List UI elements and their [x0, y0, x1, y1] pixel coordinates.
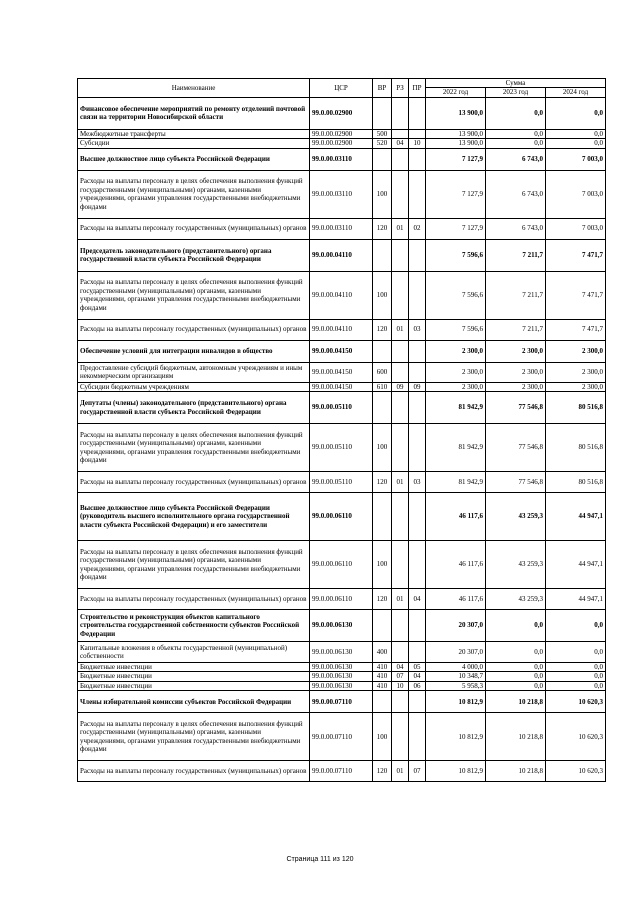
row-name: Строительство и реконструкция объектов капитального строительства государственной собственности субъектов Российской Федерации — [78, 610, 310, 642]
row-vr: 120 — [373, 589, 392, 610]
table-row — [78, 493, 606, 541]
row-name: Расходы на выплаты персоналу в целях обеспечения выполнения функций государственными (муниципальными) органами, казенными учреждениями, органами управления государственными внебюджетными фондами — [78, 170, 310, 218]
row-name: Депутаты (члены) законодательного (представительного) органа государственной власти субъекта Российской Федерации — [78, 392, 310, 424]
row-sum-2023: 43 259,3 — [486, 589, 546, 610]
row-name: Расходы на выплаты персоналу в целях обеспечения выполнения функций государственными (муниципальными) органами, казенными учреждениями, органами управления государственными внебюджетными фондами — [78, 424, 310, 472]
row-csr: 99.0.00.02900 — [310, 97, 373, 129]
row-csr: 99.0.00.05110 — [310, 424, 373, 472]
row-csr: 99.0.00.04110 — [310, 271, 373, 319]
row-sum-2022: 13 900,0 — [426, 97, 486, 129]
row-name: Расходы на выплаты персоналу в целях обеспечения выполнения функций государственными (муниципальными) органами, казенными учреждениями, органами управления государственными внебюджетными фондами — [78, 713, 310, 761]
row-pr — [409, 424, 426, 472]
row-vr — [373, 239, 392, 271]
row-csr: 99.0.00.06110 — [310, 541, 373, 589]
row-rz — [392, 362, 409, 382]
row-csr: 99.0.00.07110 — [310, 691, 373, 713]
table-body — [78, 97, 606, 781]
row-sum-2024: 2 300,0 — [546, 340, 606, 362]
row-name: Расходы на выплаты персоналу государственных (муниципальных) органов — [78, 472, 310, 493]
row-sum-2024: 0,0 — [546, 672, 606, 681]
row-sum-2023: 2 300,0 — [486, 362, 546, 382]
row-vr: 120 — [373, 472, 392, 493]
row-sum-2022: 4 000,0 — [426, 663, 486, 672]
row-pr: 04 — [409, 589, 426, 610]
row-pr — [409, 691, 426, 713]
row-rz — [392, 239, 409, 271]
row-csr: 99.0.00.06130 — [310, 663, 373, 672]
row-name: Обеспечение условий для интеграции инвалидов в общество — [78, 340, 310, 362]
table-row — [78, 392, 606, 424]
row-pr — [409, 340, 426, 362]
row-sum-2024: 7 003,0 — [546, 170, 606, 218]
row-vr — [373, 148, 392, 170]
table-row — [78, 239, 606, 271]
row-sum-2024: 0,0 — [546, 97, 606, 129]
row-sum-2023: 10 218,8 — [486, 713, 546, 761]
row-sum-2022: 2 300,0 — [426, 340, 486, 362]
row-rz: 09 — [392, 382, 409, 391]
row-name: Члены избирательной комиссии субъектов Российской Федерации — [78, 691, 310, 713]
row-name: Высшее должностное лицо субъекта Российской Федерации (руководитель высшего исполнительного органа государственной власти субъекта Российской Федерации) и его заместители — [78, 493, 310, 541]
row-sum-2022: 46 117,6 — [426, 493, 486, 541]
row-sum-2022: 20 307,0 — [426, 610, 486, 642]
row-sum-2022: 7 127,9 — [426, 170, 486, 218]
row-vr: 120 — [373, 319, 392, 340]
row-vr: 100 — [373, 424, 392, 472]
row-sum-2024: 0,0 — [546, 681, 606, 690]
row-sum-2022: 13 900,0 — [426, 129, 486, 138]
row-rz — [392, 642, 409, 663]
row-sum-2022: 7 596,6 — [426, 271, 486, 319]
row-sum-2024: 44 947,1 — [546, 541, 606, 589]
table-row — [78, 362, 606, 382]
row-pr: 10 — [409, 139, 426, 148]
table-row — [78, 424, 606, 472]
row-sum-2023: 7 211,7 — [486, 319, 546, 340]
row-pr: 07 — [409, 761, 426, 782]
row-sum-2023: 6 743,0 — [486, 218, 546, 239]
row-sum-2023: 7 211,7 — [486, 271, 546, 319]
row-rz — [392, 392, 409, 424]
row-pr: 03 — [409, 319, 426, 340]
header-sum: Сумма — [426, 79, 606, 88]
table-row — [78, 319, 606, 340]
row-csr: 99.0.00.04150 — [310, 362, 373, 382]
row-sum-2023: 77 546,8 — [486, 424, 546, 472]
row-sum-2023: 2 300,0 — [486, 382, 546, 391]
row-pr — [409, 271, 426, 319]
row-sum-2022: 7 127,9 — [426, 218, 486, 239]
row-name: Расходы на выплаты персоналу государственных (муниципальных) органов — [78, 761, 310, 782]
row-name: Капитальные вложения в объекты государственной (муниципальной) собственности — [78, 642, 310, 663]
row-rz: 04 — [392, 139, 409, 148]
row-sum-2023: 0,0 — [486, 681, 546, 690]
row-name: Межбюджетные трансферты — [78, 129, 310, 138]
row-csr: 99.0.00.04150 — [310, 382, 373, 391]
row-rz: 01 — [392, 589, 409, 610]
row-vr: 100 — [373, 541, 392, 589]
row-sum-2023: 0,0 — [486, 672, 546, 681]
row-vr: 400 — [373, 642, 392, 663]
row-sum-2023: 2 300,0 — [486, 340, 546, 362]
row-sum-2023: 6 743,0 — [486, 148, 546, 170]
row-sum-2024: 2 300,0 — [546, 382, 606, 391]
row-name: Расходы на выплаты персоналу государственных (муниципальных) органов — [78, 319, 310, 340]
row-rz — [392, 129, 409, 138]
row-sum-2022: 20 307,0 — [426, 642, 486, 663]
row-csr: 99.0.00.03110 — [310, 218, 373, 239]
row-rz — [392, 424, 409, 472]
row-rz — [392, 713, 409, 761]
row-sum-2022: 7 127,9 — [426, 148, 486, 170]
budget-table-sheet — [77, 78, 605, 782]
row-vr: 100 — [373, 271, 392, 319]
row-sum-2024: 10 620,3 — [546, 761, 606, 782]
table-row — [78, 713, 606, 761]
table-row — [78, 589, 606, 610]
row-sum-2024: 10 620,3 — [546, 713, 606, 761]
row-sum-2022: 46 117,6 — [426, 589, 486, 610]
row-csr: 99.0.00.02900 — [310, 129, 373, 138]
row-sum-2024: 80 516,8 — [546, 472, 606, 493]
row-rz — [392, 340, 409, 362]
row-rz: 01 — [392, 761, 409, 782]
row-vr — [373, 340, 392, 362]
row-sum-2023: 6 743,0 — [486, 170, 546, 218]
row-vr: 500 — [373, 129, 392, 138]
row-pr: 03 — [409, 472, 426, 493]
row-pr — [409, 713, 426, 761]
row-sum-2022: 2 300,0 — [426, 362, 486, 382]
row-csr: 99.0.00.06130 — [310, 681, 373, 690]
header-csr: ЦСР — [310, 79, 373, 98]
row-sum-2024: 44 947,1 — [546, 493, 606, 541]
row-vr: 410 — [373, 681, 392, 690]
row-csr: 99.0.00.04110 — [310, 319, 373, 340]
row-sum-2023: 7 211,7 — [486, 239, 546, 271]
row-vr: 100 — [373, 170, 392, 218]
budget-table — [77, 78, 606, 782]
table-row — [78, 97, 606, 129]
row-sum-2023: 0,0 — [486, 610, 546, 642]
row-csr: 99.0.00.02900 — [310, 139, 373, 148]
table-row — [78, 642, 606, 663]
row-sum-2022: 46 117,6 — [426, 541, 486, 589]
row-sum-2024: 0,0 — [546, 139, 606, 148]
row-sum-2024: 7 003,0 — [546, 218, 606, 239]
table-row — [78, 761, 606, 782]
row-csr: 99.0.00.06130 — [310, 610, 373, 642]
header-year-2022: 2022 год — [426, 88, 486, 97]
row-pr — [409, 493, 426, 541]
row-vr — [373, 392, 392, 424]
header-name: Наименование — [78, 79, 310, 98]
row-csr: 99.0.00.06130 — [310, 642, 373, 663]
row-rz — [392, 97, 409, 129]
table-row — [78, 663, 606, 672]
row-vr — [373, 610, 392, 642]
table-row — [78, 271, 606, 319]
row-pr: 02 — [409, 218, 426, 239]
row-rz — [392, 691, 409, 713]
row-csr: 99.0.00.04150 — [310, 340, 373, 362]
row-pr — [409, 129, 426, 138]
row-name: Председатель законодательного (представительного) органа государственной власти субъекта Российской Федерации — [78, 239, 310, 271]
row-sum-2024: 80 516,8 — [546, 424, 606, 472]
table-row — [78, 382, 606, 391]
row-name: Субсидии бюджетным учреждениям — [78, 382, 310, 391]
row-vr: 120 — [373, 218, 392, 239]
row-sum-2022: 13 900,0 — [426, 139, 486, 148]
table-row — [78, 218, 606, 239]
row-sum-2023: 10 218,8 — [486, 691, 546, 713]
row-name: Бюджетные инвестиции — [78, 663, 310, 672]
row-name: Бюджетные инвестиции — [78, 672, 310, 681]
table-row — [78, 129, 606, 138]
row-csr: 99.0.00.05110 — [310, 472, 373, 493]
row-csr: 99.0.00.03110 — [310, 170, 373, 218]
row-sum-2024: 0,0 — [546, 663, 606, 672]
row-pr — [409, 610, 426, 642]
row-pr — [409, 362, 426, 382]
page-number: Страница 111 из 120 — [286, 856, 354, 863]
row-rz — [392, 610, 409, 642]
row-rz — [392, 148, 409, 170]
header-pr: ПР — [409, 79, 426, 98]
row-rz: 01 — [392, 218, 409, 239]
row-sum-2023: 77 546,8 — [486, 392, 546, 424]
row-pr: 09 — [409, 382, 426, 391]
table-row — [78, 170, 606, 218]
row-pr — [409, 239, 426, 271]
row-sum-2024: 7 003,0 — [546, 148, 606, 170]
row-sum-2023: 77 546,8 — [486, 472, 546, 493]
table-row — [78, 541, 606, 589]
row-sum-2022: 7 596,6 — [426, 239, 486, 271]
row-sum-2022: 81 942,9 — [426, 424, 486, 472]
row-rz — [392, 170, 409, 218]
row-pr: 05 — [409, 663, 426, 672]
row-pr — [409, 170, 426, 218]
row-csr: 99.0.00.06110 — [310, 589, 373, 610]
row-pr — [409, 148, 426, 170]
row-csr: 99.0.00.07110 — [310, 761, 373, 782]
row-sum-2024: 44 947,1 — [546, 589, 606, 610]
row-sum-2024: 0,0 — [546, 610, 606, 642]
table-row — [78, 148, 606, 170]
row-rz: 04 — [392, 663, 409, 672]
table-row — [78, 691, 606, 713]
row-name: Высшее должностное лицо субъекта Российской Федерации — [78, 148, 310, 170]
row-pr: 06 — [409, 681, 426, 690]
row-pr — [409, 642, 426, 663]
row-rz: 10 — [392, 681, 409, 690]
row-sum-2023: 0,0 — [486, 129, 546, 138]
row-sum-2024: 2 300,0 — [546, 362, 606, 382]
row-sum-2022: 7 596,6 — [426, 319, 486, 340]
row-name: Бюджетные инвестиции — [78, 681, 310, 690]
table-row — [78, 472, 606, 493]
row-rz — [392, 541, 409, 589]
row-sum-2023: 0,0 — [486, 97, 546, 129]
row-sum-2023: 0,0 — [486, 642, 546, 663]
header-rz: РЗ — [392, 79, 409, 98]
row-pr — [409, 97, 426, 129]
row-sum-2022: 10 812,9 — [426, 713, 486, 761]
row-sum-2024: 0,0 — [546, 129, 606, 138]
row-sum-2024: 80 516,8 — [546, 392, 606, 424]
row-rz — [392, 271, 409, 319]
row-sum-2022: 5 958,3 — [426, 681, 486, 690]
row-sum-2024: 7 471,7 — [546, 239, 606, 271]
row-vr: 100 — [373, 713, 392, 761]
table-row — [78, 139, 606, 148]
row-name: Расходы на выплаты персоналу государственных (муниципальных) органов — [78, 589, 310, 610]
row-pr: 04 — [409, 672, 426, 681]
table-row — [78, 340, 606, 362]
row-sum-2023: 0,0 — [486, 663, 546, 672]
row-vr — [373, 691, 392, 713]
row-sum-2022: 10 812,9 — [426, 761, 486, 782]
row-sum-2024: 10 620,3 — [546, 691, 606, 713]
row-sum-2023: 0,0 — [486, 139, 546, 148]
row-sum-2022: 10 348,7 — [426, 672, 486, 681]
row-rz: 01 — [392, 319, 409, 340]
row-csr: 99.0.00.06110 — [310, 493, 373, 541]
header-year-2023: 2023 год — [486, 88, 546, 97]
row-rz — [392, 493, 409, 541]
row-sum-2023: 10 218,8 — [486, 761, 546, 782]
table-row — [78, 672, 606, 681]
row-vr: 600 — [373, 362, 392, 382]
row-sum-2024: 7 471,7 — [546, 271, 606, 319]
row-name: Расходы на выплаты персоналу в целях обеспечения выполнения функций государственными (муниципальными) органами, казенными учреждениями, органами управления государственными внебюджетными фондами — [78, 271, 310, 319]
row-name: Расходы на выплаты персоналу в целях обеспечения выполнения функций государственными (муниципальными) органами, казенными учреждениями, органами управления государственными внебюджетными фондами — [78, 541, 310, 589]
row-csr: 99.0.00.04110 — [310, 239, 373, 271]
row-name: Субсидии — [78, 139, 310, 148]
row-sum-2023: 43 259,3 — [486, 493, 546, 541]
row-vr: 520 — [373, 139, 392, 148]
row-name: Расходы на выплаты персоналу государственных (муниципальных) органов — [78, 218, 310, 239]
header-year-2024: 2024 год — [546, 88, 606, 97]
row-pr — [409, 392, 426, 424]
row-sum-2022: 2 300,0 — [426, 382, 486, 391]
row-name: Финансовое обеспечение мероприятий по ремонту отделений почтовой связи на территории Новосибирской области — [78, 97, 310, 129]
row-rz: 01 — [392, 472, 409, 493]
row-name: Предоставление субсидий бюджетным, автономным учреждениям и иным некоммерческим организациям — [78, 362, 310, 382]
row-sum-2024: 0,0 — [546, 642, 606, 663]
row-sum-2023: 43 259,3 — [486, 541, 546, 589]
row-vr — [373, 493, 392, 541]
table-row — [78, 610, 606, 642]
row-vr: 410 — [373, 663, 392, 672]
row-sum-2022: 10 812,9 — [426, 691, 486, 713]
table-row — [78, 681, 606, 690]
row-rz: 07 — [392, 672, 409, 681]
row-sum-2022: 81 942,9 — [426, 472, 486, 493]
header-vr: ВР — [373, 79, 392, 98]
row-sum-2022: 81 942,9 — [426, 392, 486, 424]
row-vr: 410 — [373, 672, 392, 681]
row-csr: 99.0.00.07110 — [310, 713, 373, 761]
row-vr — [373, 97, 392, 129]
row-vr: 610 — [373, 382, 392, 391]
row-sum-2024: 7 471,7 — [546, 319, 606, 340]
row-csr: 99.0.00.06130 — [310, 672, 373, 681]
row-pr — [409, 541, 426, 589]
row-csr: 99.0.00.05110 — [310, 392, 373, 424]
row-vr: 120 — [373, 761, 392, 782]
row-csr: 99.0.00.03110 — [310, 148, 373, 170]
